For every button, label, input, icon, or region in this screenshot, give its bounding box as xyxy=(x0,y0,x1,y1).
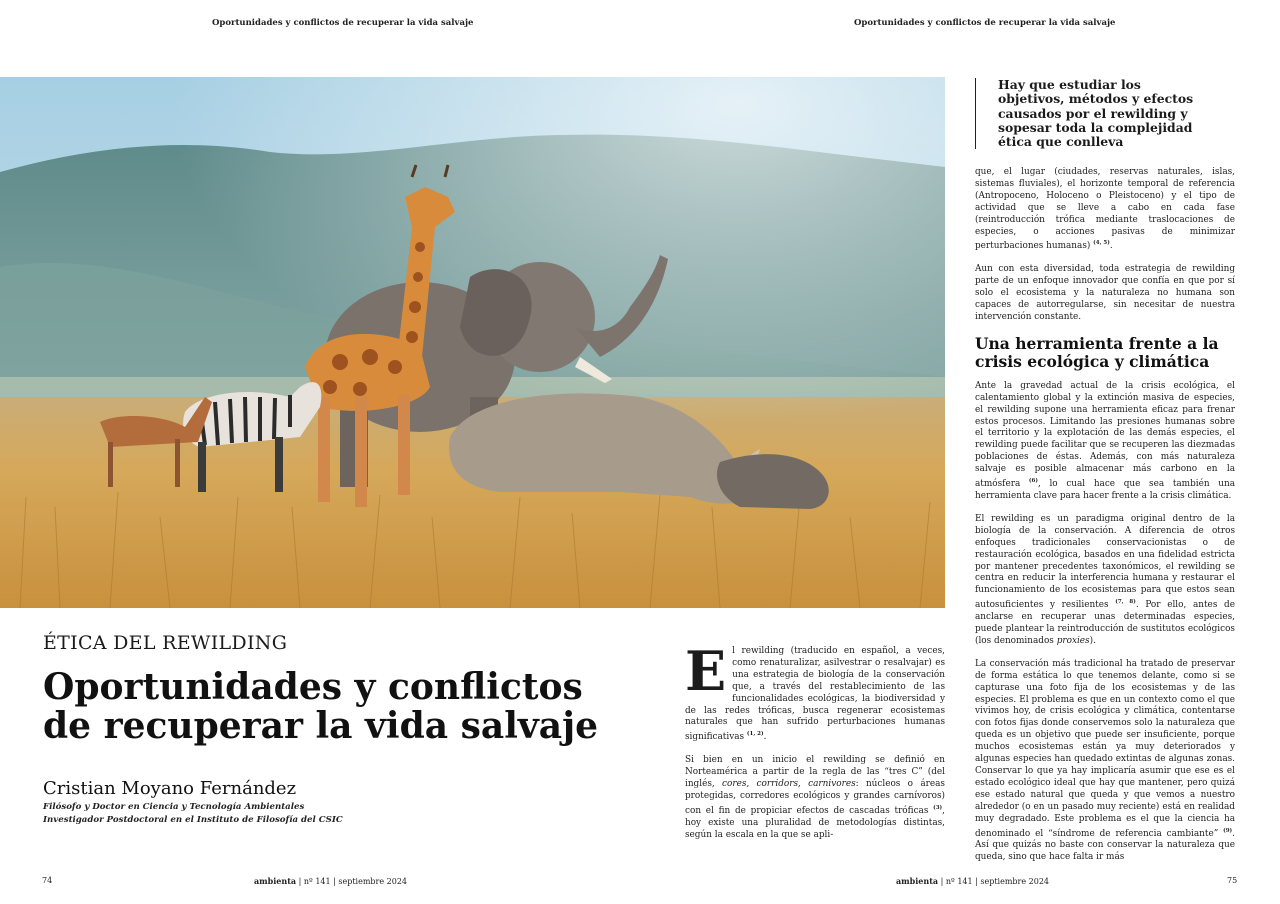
paragraph: Si bien en un inicio el rewilding se definió en Norteamérica a partir de la regla de las “tres C” (del inglés, cores, corridors, carnivores: núcleos o áreas protegidas, corredores ecológicos y grandes carnívoros) con el fin de propiciar efectos de cascadas tróficas $^{(3)}$, hoy existe una pluralidad de metodologías distintas, según la escala en la que se apli- xyxy=(685,755,945,840)
author-name: Cristian Moyano Fernández xyxy=(43,778,297,799)
paragraph: Ante la gravedad actual de la crisis ecológica, el calentamiento global y la extinción masiva de especies, el rewilding supone una herramienta eficaz para frenar estos procesos. Limitando las presiones humanas sobre el territorio y la explotación de las demás especies, el rewilding puede facilitar que se recuperen las diezmadas poblaciones de éstas. Además, con más naturaleza salvaje es posible almacenar más carbono en la atmósfera $^{(6)}$, lo cual hace que sea también una herramienta clave para hacer frente a la crisis climática. xyxy=(975,380,1235,501)
pull-quote xyxy=(975,78,1205,149)
running-head-left: Oportunidades y conflictos de recuperar la vida salvaje xyxy=(212,18,474,28)
footer-left: ambienta | nº 141 | septiembre 2024 xyxy=(254,876,408,886)
hero-photo xyxy=(0,77,945,608)
section-label: ÉTICA DEL REWILDING xyxy=(43,632,288,654)
page-number-right: 75 xyxy=(1227,876,1238,885)
wildlife-savanna-image xyxy=(0,77,945,608)
title-line-2: de recuperar la vida salvaje xyxy=(43,705,599,747)
paragraph: que, el lugar (ciudades, reservas naturales, islas, sistemas fluviales), el horizonte temporal de referencia (Antropoceno, Holoceno o Pleistoceno) y el tipo de actividad que se lleve a cabo en cada fase (reintroducción trófica mediante traslocaciones de especies, o acciones pasivas de minimizar perturbaciones humanas) $^{(4, 5)}$. xyxy=(975,167,1235,252)
paragraph: Aun con esta diversidad, toda estrategia de rewilding parte de un enfoque innovador que confía en que por sí solo el ecosistema y la naturaleza no humana son capaces de autorregularse, sin necesitar de nuestra intervención constante. xyxy=(975,264,1235,322)
author-affiliation: Filósofo y Doctor en Ciencia y Tecnología Ambientales xyxy=(43,802,305,812)
drop-cap: E xyxy=(685,639,727,703)
body-column-left xyxy=(685,639,945,853)
section-heading: Una herramienta frente a la crisis ecológica y climática xyxy=(975,333,1219,372)
title-line-1: Oportunidades y conflictos xyxy=(43,666,583,708)
paragraph: La conservación más tradicional ha tratado de preservar de forma estática lo que tenemos delante, como si se capturase una foto fija de los ecosistemas y de las especies. El problema es que en un contexto como el que vivimos hoy, de crisis ecológica y climática, contentarse con fotos fijas donde conservemos solo la naturaleza que queda es un objetivo que puede ser insuficiente, porque muchos ecosistemas están ya muy deteriorados y algunas especies han quedado extintas de algunas zonas. Conservar lo que ya hay implicaría asumir que ese es el estado ecológico ideal que hay que mantener, pero quizá ese estado natural que queda y que vemos a nuestro alrededor (o en un pasado muy reciente) está en realidad muy degradado. Este problema es el que la ciencia ha denominado el “síndrome de referencia cambiante” $^{(9)}$. Así que quizás no baste con conservar la naturaleza que queda, sino que hace falta ir más xyxy=(975,658,1235,863)
article-title xyxy=(43,668,643,746)
pull-quote-text: Hay que estudiar los objetivos, métodos y efectos causados por el rewilding y sopesar toda la complejidad ética que conlleva xyxy=(998,77,1194,150)
paragraph: El rewilding es un paradigma original dentro de la biología de la conservación. A diferencia de otros enfoques tradicionales conservacionistas o de restauración ecológica, basados en una fidelidad estricta por mantener precedentes taxonómicos, el rewilding se centra en reducir la interferencia humana y restaurar el funcionamiento de los ecosistemas para que estos sean autosuficientes y resilientes $^{(7, 8)}$. Por ello, antes de anclarse en recuperar unas determinadas especies, puede plantear la reintroducción de sustitutos ecológicos (los denominados proxies). xyxy=(975,513,1235,646)
footer-right: ambienta | nº 141 | septiembre 2024 xyxy=(896,876,1050,886)
paragraph: El rewilding (traducido en español, a veces, como renaturalizar, asilvestrar o resalvajar) es una estrategia de biología de la conservación que, a través del restablecimiento de las funcionalidades ecológicas, la biodiversidad y de las redes tróficas, busca regenerar ecosistemas naturales que han sufrido perturbaciones humanas significativas $^{(1, 2)}$. xyxy=(685,639,945,743)
author-affiliation: Investigador Postdoctoral en el Instituto de Filosofía del CSIC xyxy=(43,815,343,825)
body-column-right xyxy=(975,167,1235,875)
page-number-left: 74 xyxy=(42,876,53,885)
running-head-right: Oportunidades y conflictos de recuperar la vida salvaje xyxy=(854,18,1116,28)
